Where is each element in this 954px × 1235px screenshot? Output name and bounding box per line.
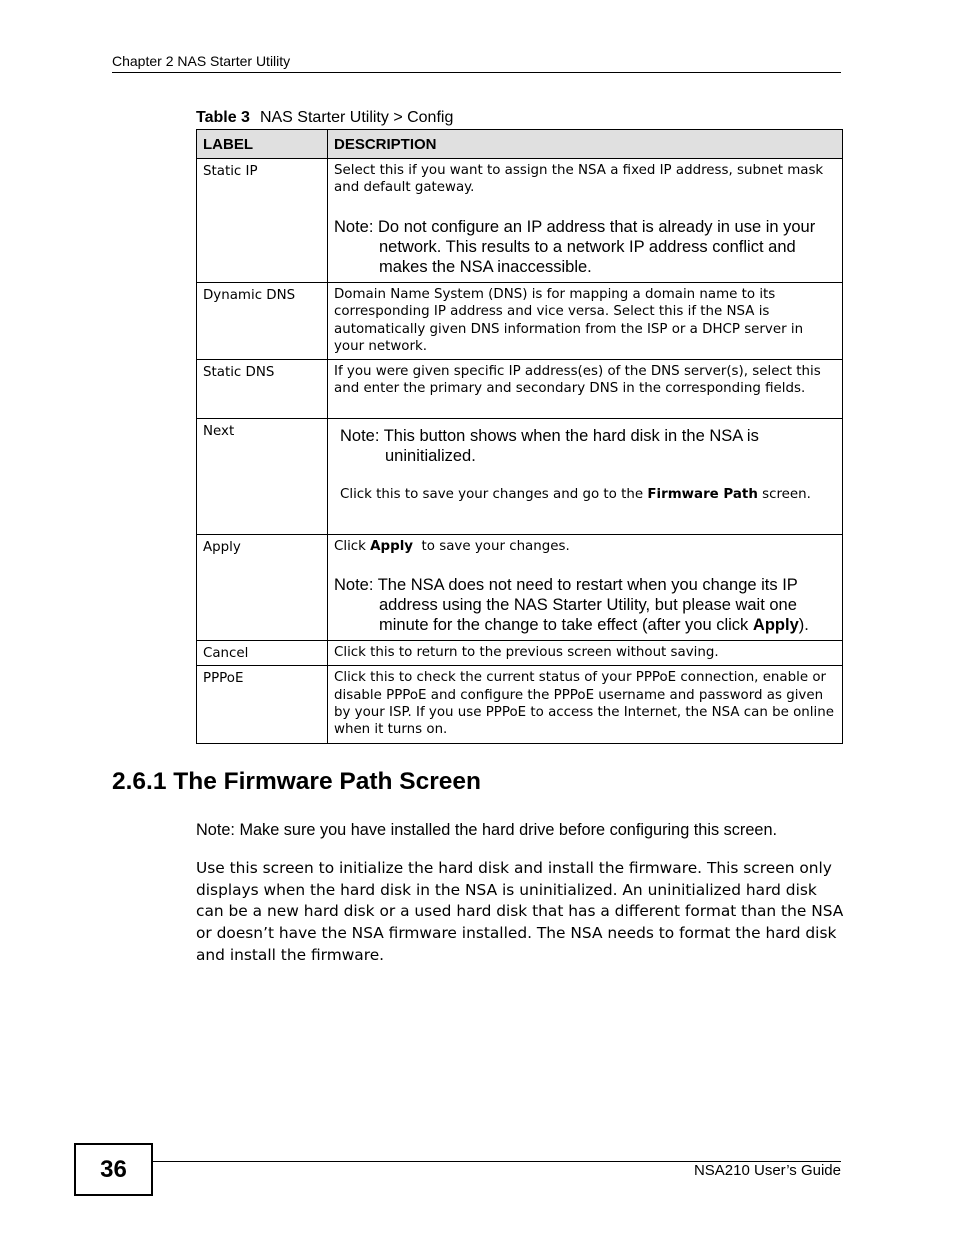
apply-emphasis: Apply — [370, 539, 414, 555]
row-label: Cancel — [197, 641, 328, 666]
firmware-path-emphasis: Firmware Path — [647, 487, 758, 503]
section-note: Note: Make sure you have installed the hard drive before configuring this screen. — [196, 821, 778, 839]
row-label: Static IP — [197, 159, 328, 283]
table-caption-title: NAS Starter Utility > Config — [259, 109, 454, 126]
config-table — [196, 129, 843, 744]
row-label: PPPoE — [197, 666, 328, 743]
apply-note-emphasis: Apply — [752, 616, 799, 635]
table-row-static-ip — [197, 159, 843, 283]
row-label: Static DNS — [197, 360, 328, 419]
description-text: Click this to save your changes and go to the Firmware Path screen. — [340, 487, 811, 503]
table-row-next — [197, 419, 843, 535]
section-heading: 2.6.1 The Firmware Path Screen — [112, 768, 482, 795]
description-text: Select this if you want to assign the NSA a fixed IP address, subnet mask and default gateway. — [334, 163, 824, 196]
column-header-label: LABEL — [197, 130, 328, 159]
section-body: Use this screen to initialize the hard disk and install the firmware. This screen only displays when the hard disk in the NSA is uninitialized. An uninitialized hard disk can be a new hard disk or a used hard disk that has a different format than the NSA or doesn’t have the NSA firmware installed. The NSA needs to format the hard disk and install the firmware. — [196, 859, 844, 964]
guide-title: NSA210 User’s Guide — [693, 1162, 841, 1179]
table-row-dynamic-dns — [197, 283, 843, 360]
table-caption — [196, 108, 453, 128]
row-description — [328, 419, 843, 535]
row-label: Next — [197, 419, 328, 535]
row-description — [328, 159, 843, 283]
row-label: Dynamic DNS — [197, 283, 328, 360]
page-number: 36 — [74, 1143, 153, 1196]
description-text: Click Apply to save your changes. — [334, 539, 570, 555]
description-note: Note: The NSA does not need to restart when you change its IP address using the NAS Starter Utility, but please wait one minute for the change to take effect (after you click Apply). — [334, 576, 809, 635]
row-description: Domain Name System (DNS) is for mapping a domain name to its corresponding IP address and vice versa. Select this if the NSA is automatically given DNS information from the ISP or a DHCP server in your network. — [328, 283, 843, 360]
row-description: If you were given specific IP address(es) of the DNS server(s), select this and enter the primary and secondary DNS in the corresponding fields. — [328, 360, 843, 419]
row-label: Apply — [197, 535, 328, 641]
description-note: Note: This button shows when the hard disk in the NSA is uninitialized. — [340, 427, 759, 466]
table-row-pppoe — [197, 666, 843, 743]
description-note: Note: Do not configure an IP address that is already in use in your network. This results to a network IP address conflict and makes the NSA inaccessible. — [334, 217, 816, 276]
table-row-static-dns — [197, 360, 843, 419]
chapter-header: Chapter 2 NAS Starter Utility — [112, 52, 841, 73]
table-caption-number: Table 3 — [196, 109, 250, 126]
row-description — [328, 535, 843, 641]
row-description: Click this to return to the previous screen without saving. — [328, 641, 843, 666]
table-row-apply — [197, 535, 843, 641]
table-header-row — [197, 130, 843, 159]
row-description: Click this to check the current status of your PPPoE connection, enable or disable PPPoE and configure the PPPoE username and password as given by your ISP. If you use PPPoE to access the Internet, the NSA can be online when it turns on. — [328, 666, 843, 743]
table-row-cancel — [197, 641, 843, 666]
column-header-description: DESCRIPTION — [328, 130, 843, 159]
